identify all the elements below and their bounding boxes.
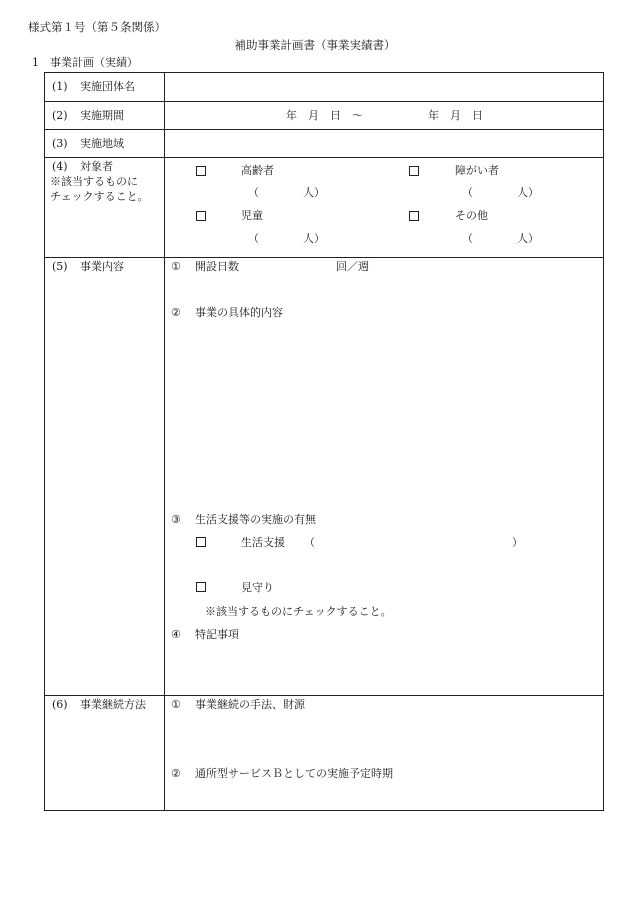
checkbox-watch[interactable]: [196, 582, 206, 592]
checkbox-disabled[interactable]: [409, 166, 419, 176]
method-field[interactable]: [168, 715, 600, 763]
row-label: 対象者: [80, 160, 113, 173]
item-notes-label: 特記事項: [195, 628, 239, 641]
row-label: 実施期間: [80, 109, 124, 122]
area-field[interactable]: [166, 131, 602, 156]
check-note: チェックすること。: [50, 190, 149, 203]
check-note: ※該当するものにチェックすること。: [205, 605, 392, 618]
item-schedule-label: 通所型サービスＢとしての実施予定時期: [195, 767, 393, 780]
form-number: 様式第１号（第５条関係）: [28, 20, 166, 34]
organization-name-field[interactable]: [166, 74, 602, 100]
checkbox-life-support[interactable]: [196, 537, 206, 547]
option-elderly: 高齢者: [241, 164, 274, 177]
item-number: ②: [171, 306, 181, 319]
option-disabled: 障がい者: [455, 164, 499, 177]
option-children: 児童: [241, 209, 263, 222]
check-note: ※該当するものに: [50, 175, 138, 188]
count-elderly[interactable]: （ 人）: [248, 186, 325, 199]
paren-close: ）: [512, 536, 523, 549]
item-number: ④: [171, 628, 181, 641]
life-support-detail-field[interactable]: [318, 533, 508, 551]
period-start[interactable]: 年 月 日 〜: [286, 109, 363, 122]
item-method-label: 事業継続の手法、財源: [195, 698, 305, 711]
row-number: (1): [52, 80, 68, 93]
row-number: (4): [52, 160, 68, 173]
row-label: 実施団体名: [80, 80, 135, 93]
item-details-label: 事業の具体的内容: [195, 306, 283, 319]
notes-field[interactable]: [168, 645, 600, 691]
watch-label: 見守り: [241, 581, 274, 594]
item-support-label: 生活支援等の実施の有無: [195, 513, 316, 526]
document-title: 補助事業計画書（事業実績書）: [234, 38, 396, 52]
row-number: (3): [52, 137, 68, 150]
item-number: ③: [171, 513, 181, 526]
schedule-field[interactable]: [168, 784, 600, 808]
checkbox-other[interactable]: [409, 211, 419, 221]
item-number: ②: [171, 767, 181, 780]
details-field[interactable]: [168, 322, 600, 507]
checkbox-elderly[interactable]: [196, 166, 206, 176]
count-other[interactable]: （ 人）: [462, 232, 539, 245]
row-number: (2): [52, 109, 68, 122]
row-label: 実施地域: [80, 137, 124, 150]
item-number: ①: [171, 698, 181, 711]
row-number: (5): [52, 260, 68, 273]
row-label: 事業内容: [80, 260, 124, 273]
days-unit: 回／週: [336, 260, 369, 273]
checkbox-children[interactable]: [196, 211, 206, 221]
row-label: 事業継続方法: [80, 698, 146, 711]
item-days-label: 開設日数: [195, 260, 239, 273]
item-number: ①: [171, 260, 181, 273]
row-number: (6): [52, 698, 68, 711]
life-support-label: 生活支援: [241, 536, 285, 549]
count-children[interactable]: （ 人）: [248, 232, 325, 245]
option-other: その他: [455, 209, 488, 222]
paren-open: （: [304, 536, 315, 549]
section-heading: 1 事業計画（実績）: [32, 56, 138, 69]
count-disabled[interactable]: （ 人）: [462, 186, 539, 199]
period-end[interactable]: 年 月 日: [428, 109, 483, 122]
